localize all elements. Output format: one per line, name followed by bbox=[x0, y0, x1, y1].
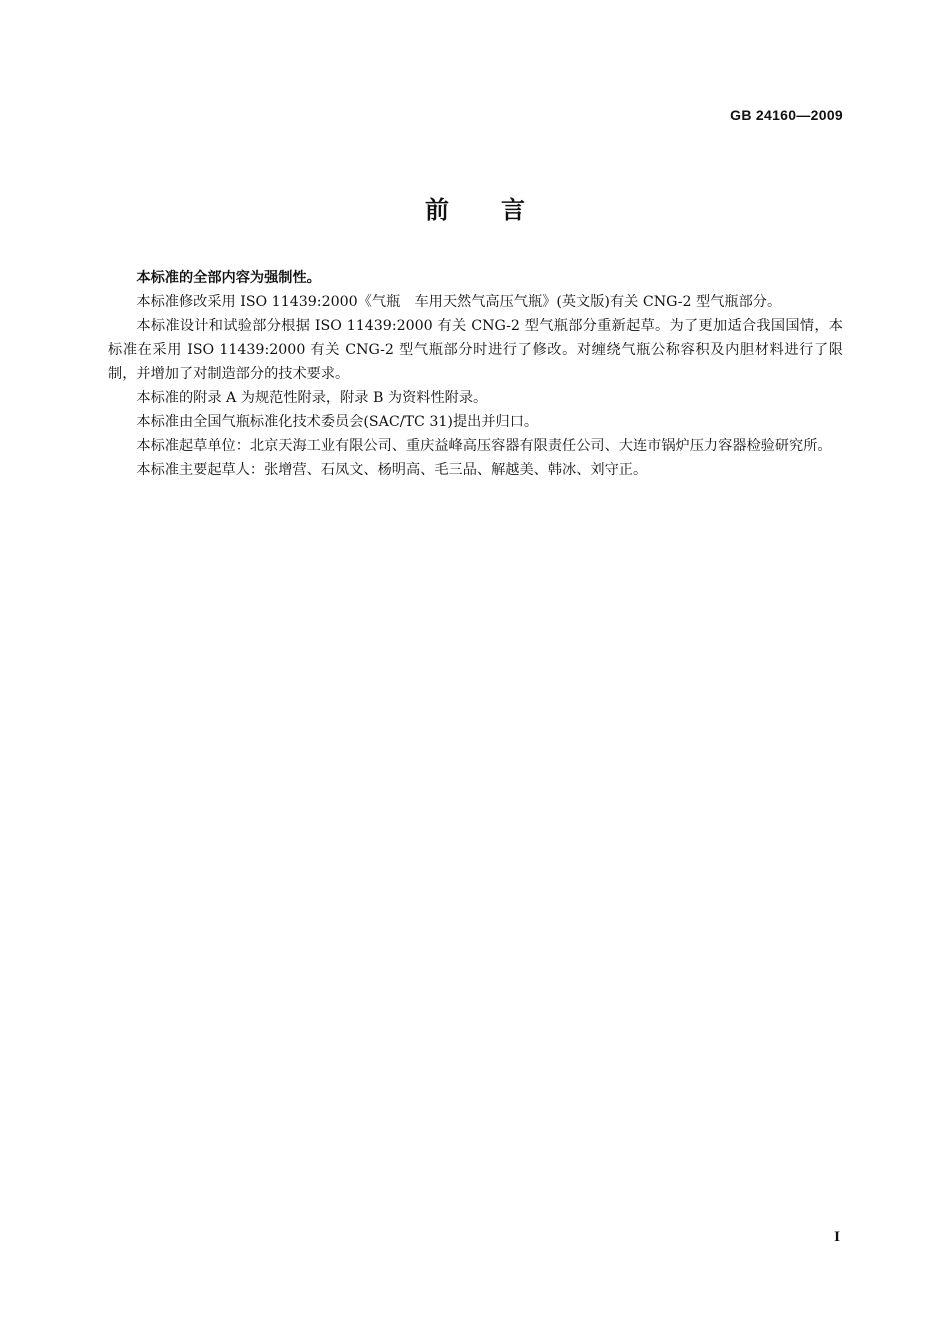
paragraph-proposer: 本标准由全国气瓶标准化技术委员会(SAC/TC 31)提出并归口。 bbox=[136, 414, 539, 430]
paragraph-drafting-basis: 本标准设计和试验部分根据 ISO 11439:2000 有关 CNG-2 型气瓶部分重新起草。为了更加适合我国国情，本标准在采用 ISO 11439:2000 有关 CNG-2 型气瓶部分时进行了修改。对缠绕气瓶公称容积及内胆材料进行了限制，并增加了对制造部分的技术要求。 bbox=[108, 318, 843, 382]
paragraph-mandatory-statement: 本标准的全部内容为强制性。 bbox=[136, 270, 321, 286]
paragraph-adoption: 本标准修改采用 ISO 11439:2000《气瓶 车用天然气高压气瓶》(英文版)有关 CNG-2 型气瓶部分。 bbox=[136, 294, 782, 310]
paragraph-drafting-units: 本标准起草单位：北京天海工业有限公司、重庆益峰高压容器有限责任公司、大连市锅炉压力容器检验研究所。 bbox=[136, 438, 832, 454]
page-number: I bbox=[834, 1229, 840, 1245]
document-body bbox=[108, 266, 843, 482]
standard-number: GB 24160—2009 bbox=[730, 107, 843, 123]
paragraph-annexes: 本标准的附录 A 为规范性附录，附录 B 为资料性附录。 bbox=[136, 390, 488, 406]
page-title: 前言 bbox=[425, 196, 577, 224]
paragraph-drafters: 本标准主要起草人：张增营、石凤文、杨明高、毛三品、解越美、韩冰、刘守正。 bbox=[136, 462, 648, 478]
